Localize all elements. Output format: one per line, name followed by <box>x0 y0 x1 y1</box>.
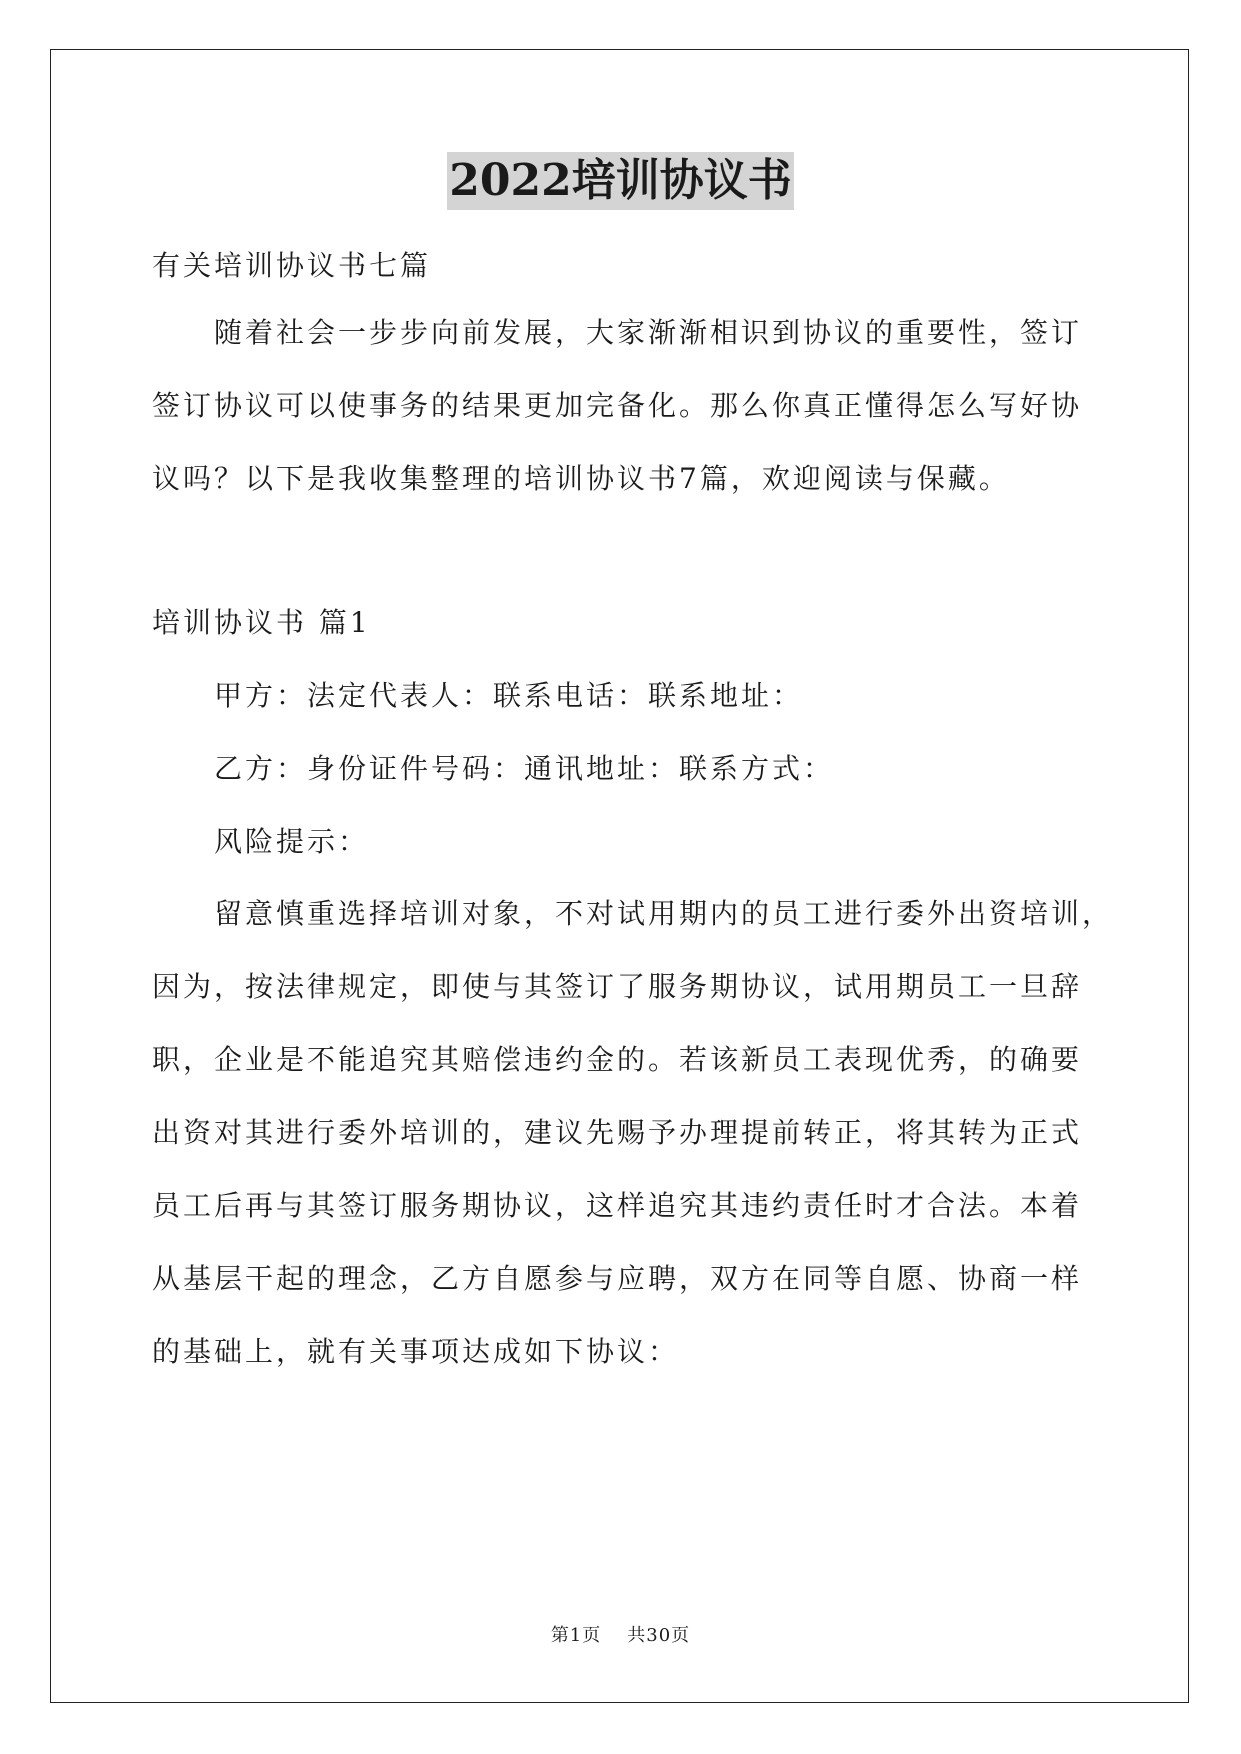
body-line: 从基层干起的理念，乙方自愿参与应聘，双方在同等自愿、协商一样 <box>152 1262 1083 1295</box>
body-line: 出资对其进行委外培训的，建议先赐予办理提前转正，将其转为正式 <box>152 1116 1083 1149</box>
document-subtitle: 有关培训协议书七篇 <box>152 249 432 282</box>
party-a-line: 甲方：法定代表人：联系电话：联系地址： <box>214 679 804 712</box>
title-container <box>0 152 1241 210</box>
risk-heading: 风险提示： <box>214 825 370 858</box>
intro-line: 随着社会一步步向前发展，大家渐渐相识到协议的重要性，签订 <box>214 316 1083 349</box>
section-heading: 培训协议书 篇1 <box>152 606 371 639</box>
body-line: 员工后再与其签订服务期协议，这样追究其违约责任时才合法。本着 <box>152 1189 1083 1222</box>
page-total: 共30页 <box>627 1625 691 1646</box>
intro-line: 议吗？以下是我收集整理的培训协议书7篇，欢迎阅读与保藏。 <box>152 462 1010 495</box>
page-border <box>50 49 1189 1703</box>
body-line: 因为，按法律规定，即使与其签订了服务期协议，试用期员工一旦辞 <box>152 970 1083 1003</box>
body-line: 职，企业是不能追究其赔偿违约金的。若该新员工表现优秀，的确要 <box>152 1043 1083 1076</box>
intro-line: 签订协议可以使事务的结果更加完备化。那么你真正懂得怎么写好协 <box>152 389 1083 422</box>
body-line: 留意慎重选择培训对象，不对试用期内的员工进行委外出资培训， <box>214 897 1114 930</box>
body-line: 的基础上，就有关事项达成如下协议： <box>152 1335 680 1368</box>
page-footer <box>0 1624 1241 1648</box>
document-title: 2022培训协议书 <box>447 152 793 210</box>
page-current: 第1页 <box>550 1625 602 1646</box>
party-b-line: 乙方：身份证件号码：通讯地址：联系方式： <box>214 752 835 785</box>
